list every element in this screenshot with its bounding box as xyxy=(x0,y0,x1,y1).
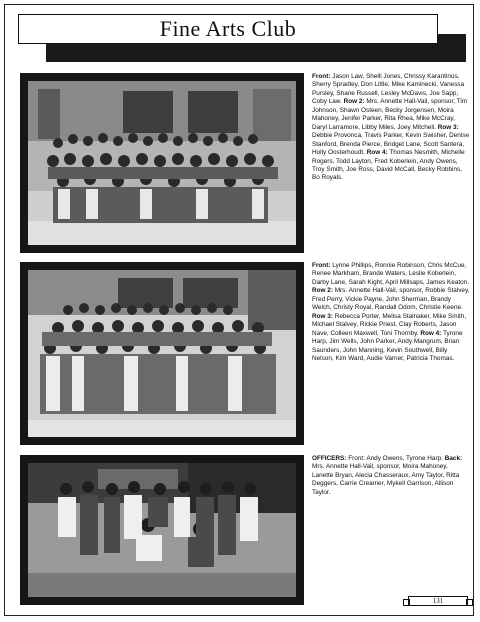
caption-text: Tyrone Harp, Jim Wells, John Parker, Andy Mangrum, Brian Saunders, John Manning, Kevin Southwell, Billy Nelson, Kim Ward, Audie Varner, Patricia Thomas. xyxy=(312,329,463,362)
page-number: 131 xyxy=(408,596,468,606)
group-photo-2-image xyxy=(28,270,296,437)
caption-text: Thomas Nesmith, Michelle Rogers, Todd Layton, Fred Koberlein, Andy Owens, Troy Smith, Joe Ross, David McCall, Becky Robbins, Bo Royals. xyxy=(312,149,465,182)
caption-label: Row 3: xyxy=(312,312,333,320)
caption-label: Row 4: xyxy=(366,149,388,157)
caption-label: Row 2: xyxy=(312,287,333,295)
group-photo-2 xyxy=(20,262,304,445)
group-photo-3-caption xyxy=(312,455,470,497)
caption-text: Rebecca Porter, Melisa Stalnaker, Mike Smith, Michael Stalvey, Rickie Priest, Clay Roberts, Jason Nave, Colleen Maxwell, Toni Thornby. xyxy=(312,312,467,337)
caption-label: Row 3: xyxy=(437,123,459,131)
caption-text: Mrs. Annette Hall-Vail, sponsor, Tim Johnson, Shawn Osteen, Becky Jorgensen, Moira Mahoney, Jenifer Parker, Rita Rhea, Mike McCray, Daryl Larramore, Libby Miles, Joey Mitchell. xyxy=(312,98,468,131)
caption-text: Jason Law, Shelli Jones, Chrissy Karantinos, Sherry Spradley, Don Little, Mike Kaminecki, Vanessa Pursley, Shane Russell, Lesley McDavis, Joe Sapp, Coby Law. xyxy=(312,73,465,106)
caption-label: Row 4: xyxy=(420,329,442,337)
caption-label: OFFICERS: xyxy=(312,455,347,462)
group-photo-1-caption xyxy=(312,73,470,183)
caption-label: Front: xyxy=(312,262,331,269)
caption-text: Mrs. Annette Hall-Vail, sponsor, Robbie Stalvey, Fred Perry, Vickie Payne, John Sherman, Brandy Welch, Christy Royal, Randall Odom, Christie Keene. xyxy=(312,287,470,312)
caption-text: Debbie Provonca, Travis Parker, Kevin Swisher, Denise Stanford, Brenda Pierce, Bridget Lane, Scott Santera, Holly Oosterhoudt. xyxy=(312,132,469,157)
group-photo-2-caption xyxy=(312,262,470,363)
group-photo-3-image xyxy=(28,463,296,597)
caption-label: Front: xyxy=(312,73,331,80)
group-photo-3 xyxy=(20,455,304,605)
group-photo-1 xyxy=(20,73,304,253)
caption-label: Row 2: xyxy=(343,98,365,106)
caption-text: Mrs. Annette Hall-Vail, sponsor, Moira Mahoney, Lanette Bryan, Alecia Chasseraux, Amy Taylor, Ritta Deggers, Carrie Creamer, Mykell Garrison, Allison Taylor. xyxy=(312,463,460,496)
group-photo-1-image xyxy=(28,81,296,245)
caption-text: Lynne Phillips, Ronnie Robinson, Chris McCue, Renee Markham, Brande Waters, Leslie Koberlein, Darby Lane, Sarah Kight, April Millsaps, James Keaton. xyxy=(312,262,470,286)
caption-label: Back: xyxy=(444,455,463,462)
page-title: Fine Arts Club xyxy=(18,14,438,44)
caption-text: Front: Andy Owens, Tyrone Harp. xyxy=(348,455,443,462)
